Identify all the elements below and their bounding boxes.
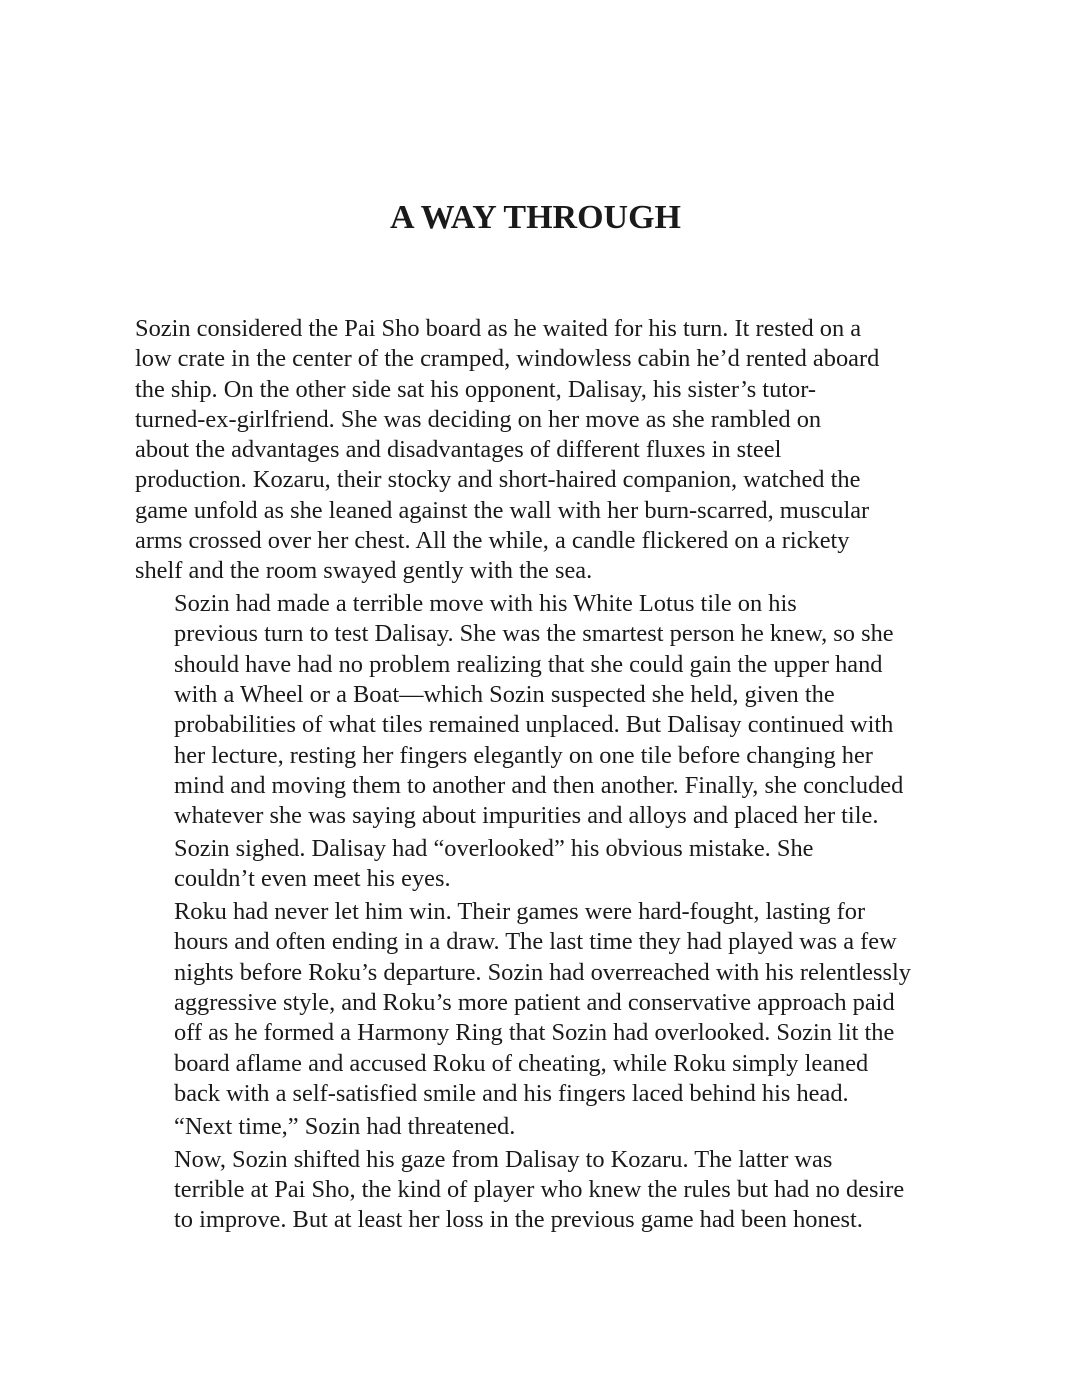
- text-line: her lecture, resting her fingers elegantly on one tile before changing her: [174, 741, 873, 769]
- text-line: game unfold as she leaned against the wall with her burn-scarred, muscular: [135, 496, 870, 524]
- text-line: Sozin had made a terrible move with his White Lotus tile on his: [174, 590, 797, 618]
- paragraph: [135, 1112, 937, 1142]
- text-line: Sozin sighed. Dalisay had “overlooked” his obvious mistake. She: [174, 835, 814, 863]
- text-line: Roku had never let him win. Their games were hard-fought, lasting for: [174, 898, 866, 926]
- chapter-title: A WAY THROUGH: [390, 199, 681, 236]
- paragraph: [135, 589, 937, 831]
- text-line: with a Wheel or a Boat—which Sozin suspected she held, given the: [174, 681, 835, 709]
- text-line: hours and often ending in a draw. The last time they had played was a few: [174, 928, 897, 956]
- text-line: probabilities of what tiles remained unplaced. But Dalisay continued with: [174, 711, 894, 739]
- text-line: mind and moving them to another and then another. Finally, she concluded: [174, 771, 904, 799]
- text-line: board aflame and accused Roku of cheating, while Roku simply leaned: [174, 1049, 869, 1077]
- text-line: Now, Sozin shifted his gaze from Dalisay to Kozaru. The latter was: [174, 1145, 833, 1173]
- text-line: production. Kozaru, their stocky and short-haired companion, watched the: [135, 466, 861, 494]
- text-line: shelf and the room swayed gently with the sea.: [135, 557, 593, 585]
- text-line: nights before Roku’s departure. Sozin had overreached with his relentlessly: [174, 958, 911, 986]
- paragraph: [135, 897, 937, 1109]
- text-line: Sozin considered the Pai Sho board as he waited for his turn. It rested on a: [135, 315, 862, 342]
- text-line: couldn’t even meet his eyes.: [174, 865, 451, 893]
- text-line: turned-ex-girlfriend. She was deciding on her move as she rambled on: [135, 405, 822, 433]
- text-line: aggressive style, and Roku’s more patient and conservative approach paid: [174, 989, 895, 1017]
- paragraph: [135, 314, 937, 587]
- text-line: terrible at Pai Sho, the kind of player who knew the rules but had no desire: [174, 1175, 905, 1203]
- text-line: off as he formed a Harmony Ring that Sozin had overlooked. Sozin lit the: [174, 1019, 895, 1047]
- text-line: previous turn to test Dalisay. She was the smartest person he knew, so she: [174, 620, 894, 648]
- text-line: whatever she was saying about impurities and alloys and placed her tile.: [174, 802, 879, 830]
- paragraph: [135, 834, 937, 895]
- text-line: about the advantages and disadvantages of different fluxes in steel: [135, 436, 782, 464]
- chapter-body: [135, 314, 937, 1238]
- text-line: back with a self-satisfied smile and his fingers laced behind his head.: [174, 1079, 849, 1107]
- text-line: to improve. But at least her loss in the previous game had been honest.: [174, 1206, 863, 1234]
- text-line: low crate in the center of the cramped, windowless cabin he’d rented aboard: [135, 345, 880, 373]
- text-line: the ship. On the other side sat his opponent, Dalisay, his sister’s tutor-: [135, 375, 817, 403]
- paragraph: [135, 1145, 937, 1236]
- text-line: “Next time,” Sozin had threatened.: [174, 1112, 516, 1140]
- text-line: should have had no problem realizing that she could gain the upper hand: [174, 650, 883, 678]
- text-line: arms crossed over her chest. All the while, a candle flickered on a rickety: [135, 527, 850, 555]
